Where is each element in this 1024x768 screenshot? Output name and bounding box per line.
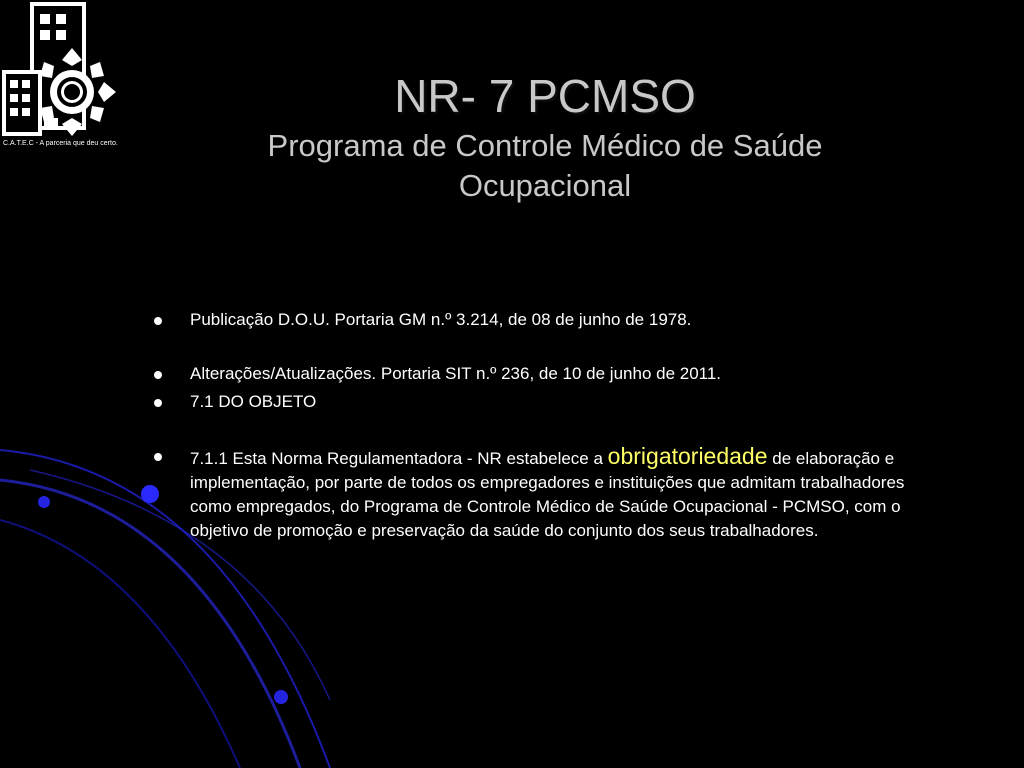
bullet-item [150,362,910,386]
bullet-item [150,308,910,332]
bullet-text-suffix: de elaboração e implementação, por parte de todos os empregadores e instituições que admitam trabalhadores como empregados, do Programa de Controle Médico de Saúde Ocupacional - PCMSO, com o objetivo de promoção e preservação da saúde do conjunto dos seus trabalhadores. [190,449,905,540]
logo-caption: C.A.T.E.C - A parceria que deu certo. [3,140,118,147]
title-subtitle-line2: Ocupacional [458,168,632,203]
title-main: NR- 7 PCMSO [394,70,696,122]
bullet-item [150,444,910,543]
title-subtitle-line1: Programa de Controle Médico de Saúde [267,128,823,163]
bullet-text: Alterações/Atualizações. Portaria SIT n.º 236, de 10 de junho de 2011. [190,364,722,383]
decor-dot [38,496,50,508]
bullet-dot-icon [154,399,162,407]
highlight-obrigatoriedade: obrigatoriedade [607,443,768,469]
bullet-text: 7.1 DO OBJETO [190,392,317,411]
slide-title [190,66,900,206]
bullet-text-prefix: 7.1.1 Esta Norma Regulamentadora - NR estabelece a [190,449,608,468]
catec-logo [0,0,125,160]
bullet-dot-icon [154,453,162,461]
bullet-dot-icon [154,371,162,379]
bullet-text: Publicação D.O.U. Portaria GM n.º 3.214, de 08 de junho de 1978. [190,310,692,329]
bullet-item [150,390,910,414]
bullet-list [150,308,910,543]
bullet-dot-icon [154,317,162,325]
decor-dot [274,690,288,704]
